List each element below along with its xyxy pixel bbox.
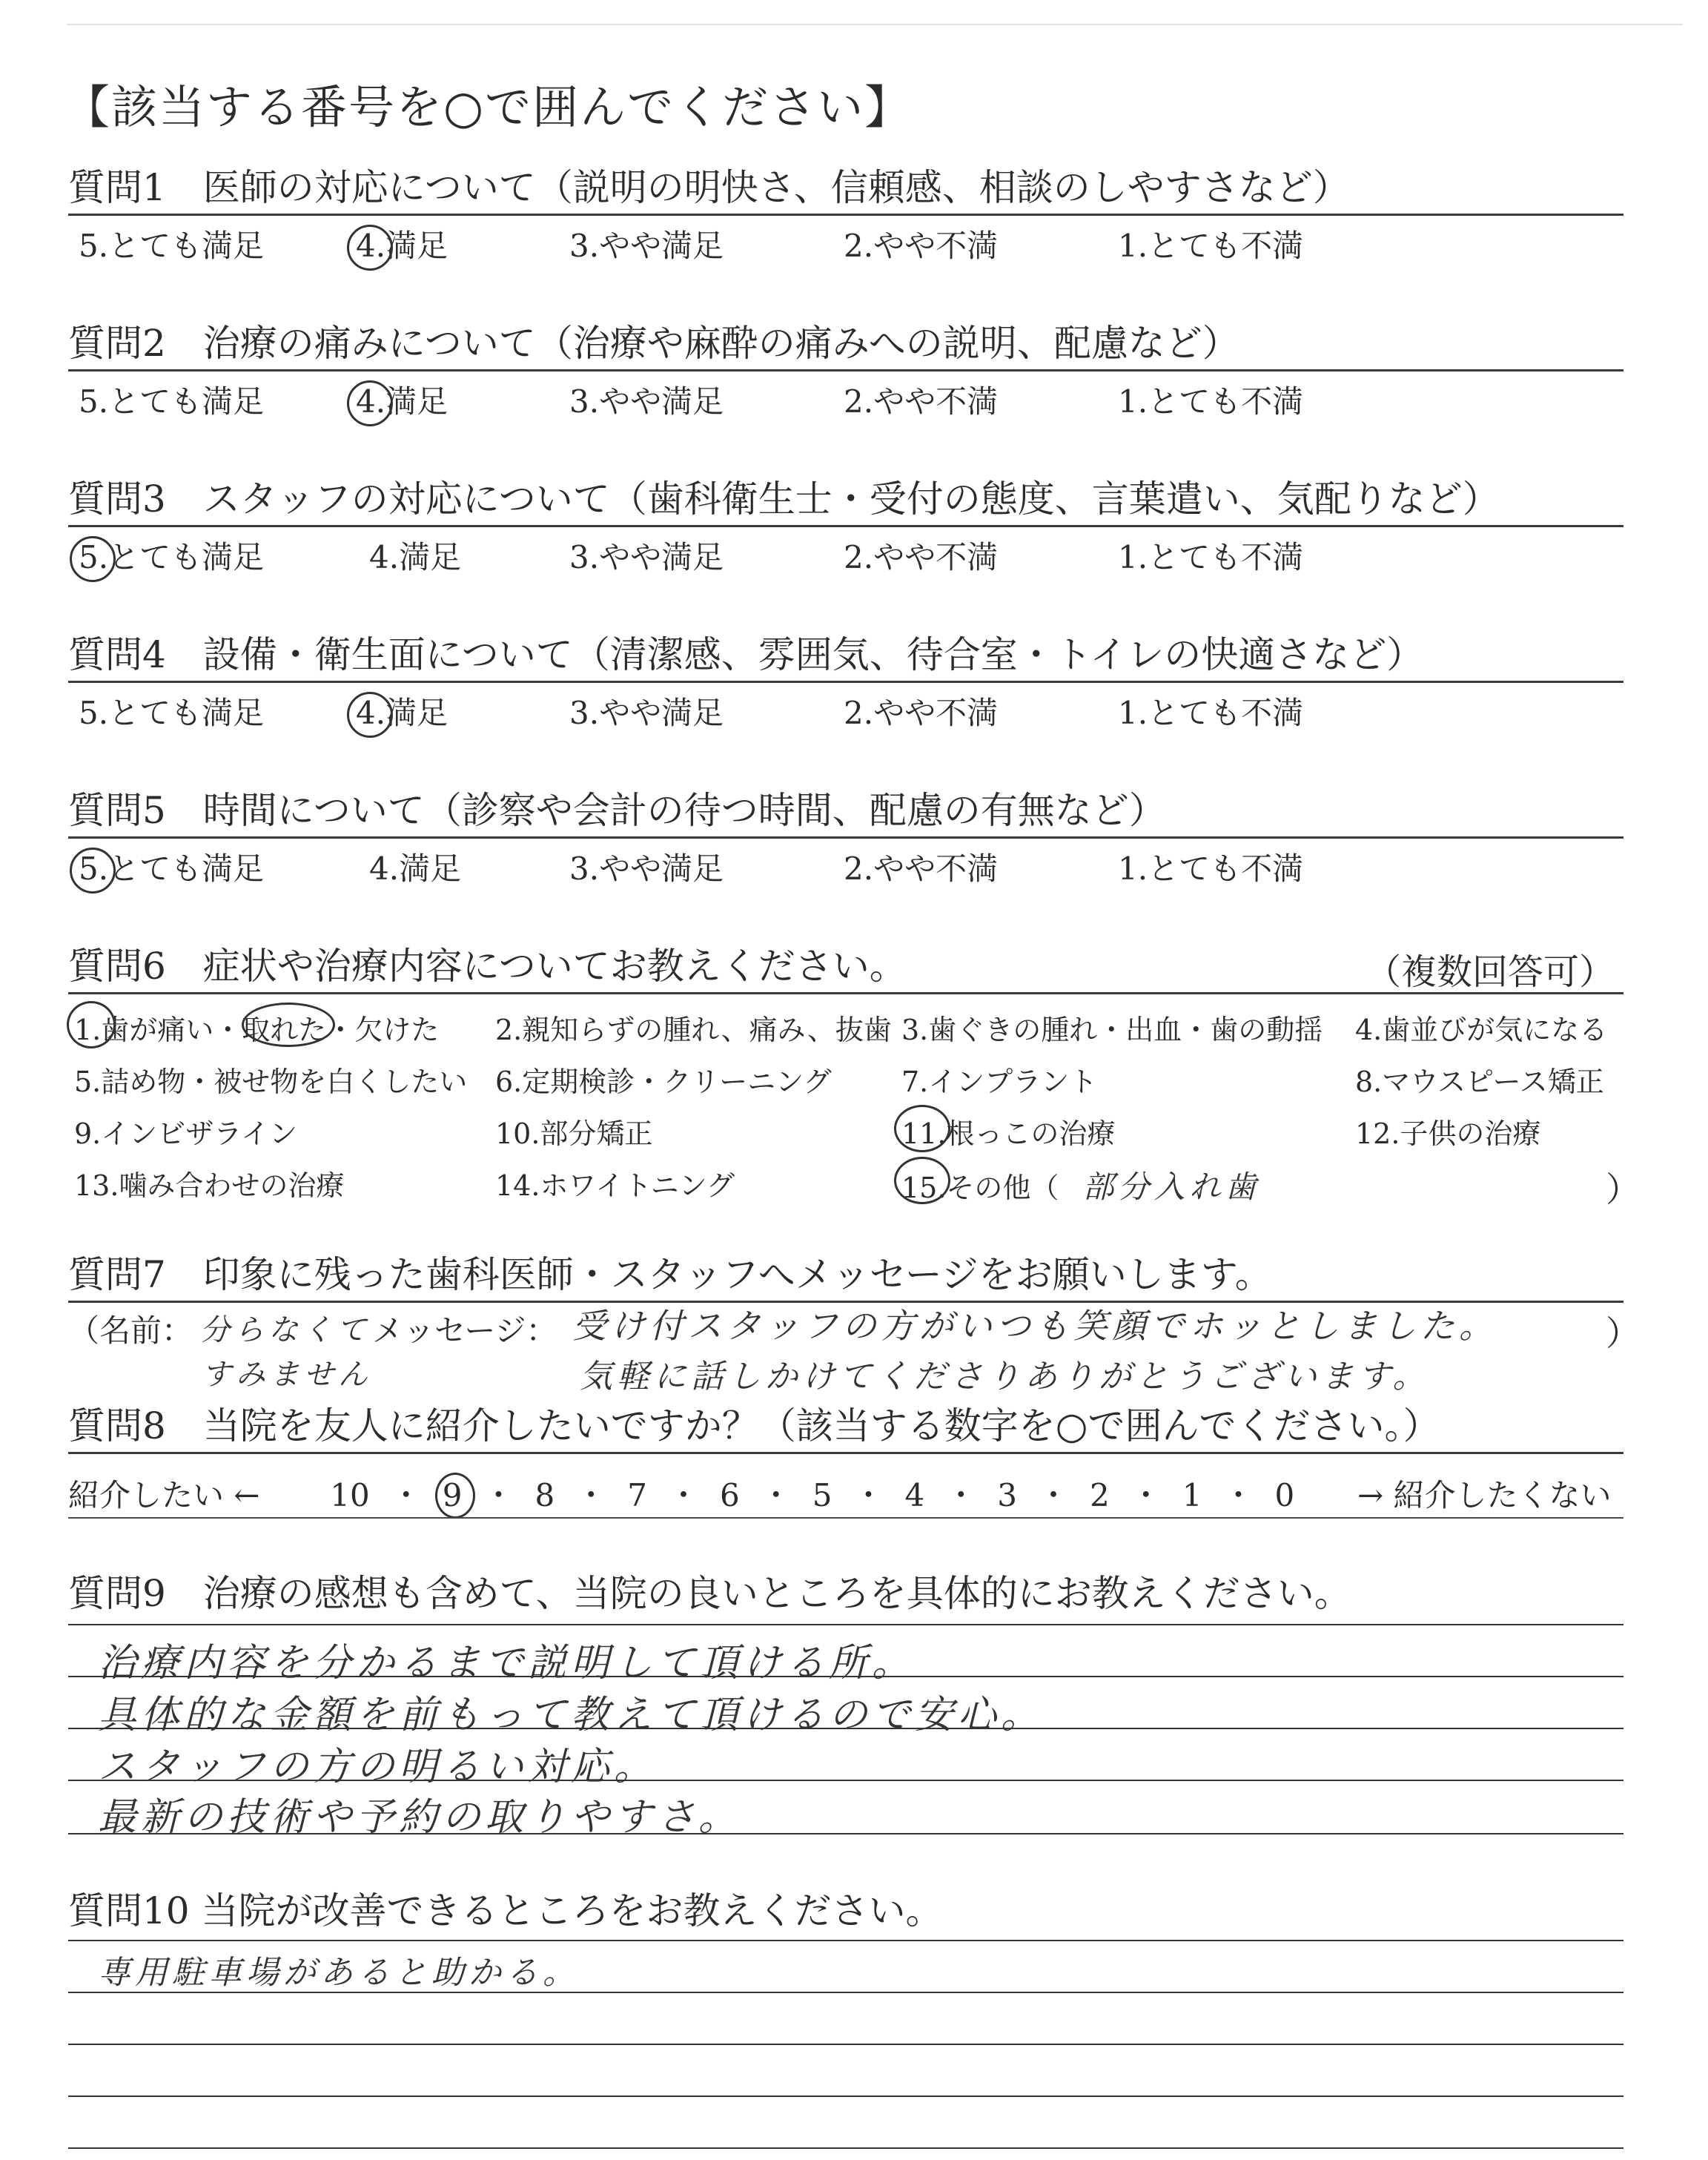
close-paren: ） bbox=[1606, 1169, 1640, 1209]
option-4[interactable]: 4.満足 bbox=[369, 539, 462, 575]
symptom-3[interactable]: 3.歯ぐきの腫れ・出血・歯の動揺 bbox=[901, 1014, 1323, 1046]
top-border bbox=[67, 24, 1683, 25]
scale-number-7[interactable]: 7 bbox=[627, 1477, 647, 1513]
divider bbox=[68, 681, 1623, 683]
option-4[interactable]: 4.満足 bbox=[356, 228, 448, 264]
question-1 bbox=[68, 165, 1625, 266]
scale-separator: ・ bbox=[1037, 1477, 1069, 1513]
selection-circle bbox=[894, 1105, 950, 1152]
option-5[interactable]: 5.とても満足 bbox=[79, 695, 265, 731]
answer-lines bbox=[68, 1940, 1623, 2155]
answer-text[interactable]: 治療内容を分かるまで説明して頂ける所。 bbox=[98, 1641, 916, 1685]
answer-text[interactable]: 専用駐車場があると助かる。 bbox=[98, 1954, 580, 1992]
option-2[interactable]: 2.やや不満 bbox=[844, 228, 999, 264]
answer-text[interactable]: スタッフの方の明るい対応。 bbox=[98, 1745, 658, 1789]
selection-circle bbox=[67, 1001, 116, 1048]
scale-number-2[interactable]: 2 bbox=[1089, 1477, 1110, 1513]
recommend-scale bbox=[68, 1471, 1611, 1516]
scale-separator: ・ bbox=[575, 1477, 607, 1513]
option-5[interactable]: 5.とても満足 bbox=[79, 539, 265, 575]
symptom-label: 1.歯が痛い・取れた・欠けた bbox=[74, 1014, 440, 1046]
name-label: （名前： bbox=[68, 1312, 193, 1349]
scale-separator: ・ bbox=[945, 1477, 977, 1513]
message-line-1[interactable]: 受け付スタッフの方がいつも笑顔でホッとしました。 bbox=[572, 1306, 1497, 1346]
answer-line bbox=[68, 1728, 1623, 1729]
option-1[interactable]: 1.とても不満 bbox=[1118, 851, 1304, 887]
question-title: 質問8 当院を友人に紹介したいですか？（該当する数字を○で囲んでください。） bbox=[68, 1404, 1440, 1447]
answer-line bbox=[68, 1624, 1623, 1625]
question-10 bbox=[68, 1888, 1625, 1934]
selection-circle bbox=[894, 1157, 950, 1204]
divider bbox=[68, 369, 1623, 371]
question-title: 質問7 印象に残った歯科医師・スタッフへメッセージをお願いします。 bbox=[68, 1253, 1272, 1296]
scale-number-5[interactable]: 5 bbox=[812, 1477, 833, 1513]
answer-line bbox=[68, 1992, 1623, 1993]
question-title: 質問9 治療の感想も含めて、当院の良いところを具体的にお教えください。 bbox=[68, 1572, 1351, 1615]
option-5[interactable]: 5.とても満足 bbox=[79, 228, 265, 264]
scale-number-1[interactable]: 1 bbox=[1182, 1477, 1202, 1513]
message-line-2: 気軽に話しかけてくださりありがとうございます。 bbox=[580, 1358, 1430, 1396]
divider bbox=[68, 1517, 1623, 1519]
option-3[interactable]: 3.やや満足 bbox=[569, 383, 724, 420]
scale-separator: ・ bbox=[853, 1477, 884, 1513]
symptom-label: 15.その他（ bbox=[901, 1172, 1059, 1204]
question-title: 質問6 症状や治療内容についてお教えください。 bbox=[68, 945, 907, 988]
scale-separator: ・ bbox=[483, 1477, 514, 1513]
answer-line bbox=[68, 1940, 1623, 1941]
option-2[interactable]: 2.やや不満 bbox=[844, 851, 999, 887]
option-4[interactable]: 4.満足 bbox=[356, 695, 448, 731]
message-area bbox=[68, 1306, 1640, 1396]
symptom-4[interactable]: 4.歯並びが気になる bbox=[1355, 1014, 1608, 1046]
option-1[interactable]: 1.とても不満 bbox=[1118, 383, 1304, 420]
rating-options bbox=[68, 377, 1625, 422]
symptom-2[interactable]: 2.親知らずの腫れ、痛み、抜歯 bbox=[495, 1014, 892, 1046]
divider bbox=[68, 1452, 1623, 1454]
answer-line bbox=[68, 1833, 1623, 1834]
question-2 bbox=[68, 320, 1625, 422]
divider bbox=[68, 525, 1623, 527]
page-title: 【該当する番号を○で囲んでください】 bbox=[64, 80, 913, 134]
scale-separator: ・ bbox=[760, 1477, 792, 1513]
answer-text[interactable]: 具体的な金額を前もって教えて頂けるので安心。 bbox=[98, 1693, 1045, 1737]
option-3[interactable]: 3.やや満足 bbox=[569, 851, 724, 887]
symptom-13[interactable]: 13.噛み合わせの治療 bbox=[74, 1169, 345, 1202]
option-1[interactable]: 1.とても不満 bbox=[1118, 695, 1304, 731]
question-6 bbox=[68, 943, 1625, 994]
option-2[interactable]: 2.やや不満 bbox=[844, 695, 999, 731]
scale-number-6[interactable]: 6 bbox=[719, 1477, 740, 1513]
option-5[interactable]: 5.とても満足 bbox=[79, 851, 265, 887]
scale-number-8[interactable]: 8 bbox=[534, 1477, 555, 1513]
option-3[interactable]: 3.やや満足 bbox=[569, 228, 724, 264]
question-title: 質問5 時間について（診察や会計の待つ時間、配慮の有無など） bbox=[68, 789, 1166, 832]
symptom-options bbox=[68, 1007, 1640, 1215]
question-3 bbox=[68, 476, 1625, 578]
answer-line bbox=[68, 2095, 1623, 2097]
question-8 bbox=[68, 1403, 1625, 1454]
rating-options bbox=[68, 222, 1625, 266]
scale-left-label: 紹介したい ← bbox=[68, 1477, 260, 1513]
scale-separator: ・ bbox=[390, 1477, 422, 1513]
answer-line bbox=[68, 1780, 1623, 1781]
symptom-9[interactable]: 9.インビザライン bbox=[74, 1117, 298, 1150]
symptom-11[interactable] bbox=[901, 1111, 1115, 1152]
scale-number-3[interactable]: 3 bbox=[997, 1477, 1017, 1513]
scale-right-label: → 紹介したくない bbox=[1357, 1477, 1612, 1513]
option-1[interactable]: 1.とても不満 bbox=[1118, 539, 1304, 575]
symptom-12[interactable]: 12.子供の治療 bbox=[1355, 1117, 1541, 1150]
option-4[interactable]: 4.満足 bbox=[356, 383, 448, 420]
option-5[interactable]: 5.とても満足 bbox=[79, 383, 265, 420]
scale-number-0[interactable]: 0 bbox=[1274, 1477, 1295, 1513]
scale-separator: ・ bbox=[667, 1477, 699, 1513]
multiple-answer-note: （複数回答可） bbox=[1366, 951, 1615, 993]
divider bbox=[68, 214, 1623, 216]
selection-circle bbox=[242, 1003, 335, 1047]
divider bbox=[68, 836, 1623, 839]
answer-line bbox=[68, 2044, 1623, 2045]
scale-separator: ・ bbox=[1222, 1477, 1254, 1513]
question-4 bbox=[68, 632, 1625, 733]
question-title: 質問10 当院が改善できるところをお教えください。 bbox=[68, 1889, 943, 1932]
answer-lines bbox=[68, 1624, 1623, 1846]
option-4[interactable]: 4.満足 bbox=[369, 851, 462, 887]
question-9 bbox=[68, 1571, 1625, 1616]
rating-options bbox=[68, 689, 1625, 733]
symptom-6[interactable]: 6.定期検診・クリーニング bbox=[495, 1066, 832, 1098]
answer-line bbox=[68, 2147, 1623, 2149]
scale-numbers bbox=[309, 1471, 1315, 1516]
symptom-5[interactable]: 5.詰め物・被せ物を白くしたい bbox=[74, 1066, 468, 1098]
question-title: 質問4 設備・衛生面について（清潔感、雰囲気、待合室・トイレの快適さなど） bbox=[68, 633, 1424, 676]
symptom-label: 11.根っこの治療 bbox=[901, 1117, 1116, 1150]
symptom-14[interactable]: 14.ホワイトニング bbox=[495, 1169, 735, 1202]
symptom-10[interactable]: 10.部分矯正 bbox=[495, 1117, 653, 1150]
scale-number-10[interactable]: 10 bbox=[330, 1477, 370, 1513]
question-title: 質問3 スタッフの対応について（歯科衛生士・受付の態度、言葉遣い、気配りなど） bbox=[68, 478, 1500, 521]
answer-line bbox=[68, 1676, 1623, 1677]
rating-options bbox=[68, 533, 1625, 578]
answer-text[interactable]: 最新の技術や予約の取りやすさ。 bbox=[98, 1795, 741, 1840]
option-1[interactable]: 1.とても不満 bbox=[1118, 228, 1304, 264]
other-input[interactable]: 部分入れ歯 bbox=[1082, 1169, 1261, 1205]
close-paren: ） bbox=[1606, 1313, 1640, 1353]
option-3[interactable]: 3.やや満足 bbox=[569, 539, 724, 575]
message-label: メッセージ： bbox=[372, 1312, 557, 1349]
question-5 bbox=[68, 787, 1625, 889]
option-3[interactable]: 3.やや満足 bbox=[569, 695, 724, 731]
rating-options bbox=[68, 845, 1625, 889]
question-7 bbox=[68, 1252, 1625, 1303]
scale-number-9[interactable]: 9 bbox=[442, 1477, 463, 1513]
question-title: 質問2 治療の痛みについて（治療や麻酔の痛みへの説明、配慮など） bbox=[68, 322, 1239, 365]
scale-number-4[interactable]: 4 bbox=[904, 1477, 925, 1513]
name-value[interactable]: 分らなくて bbox=[200, 1313, 371, 1347]
option-2[interactable]: 2.やや不満 bbox=[844, 539, 999, 575]
scale-separator: ・ bbox=[1130, 1477, 1162, 1513]
symptom-15[interactable] bbox=[901, 1163, 1261, 1207]
symptom-7[interactable]: 7.インプラント bbox=[901, 1066, 1098, 1098]
option-2[interactable]: 2.やや不満 bbox=[844, 383, 999, 420]
symptom-8[interactable]: 8.マウスピース矯正 bbox=[1355, 1066, 1604, 1098]
name-value-line-2: すみません bbox=[202, 1358, 372, 1392]
question-title: 質問1 医師の対応について（説明の明快さ、信頼感、相談のしやすさなど） bbox=[68, 166, 1350, 209]
symptom-1[interactable] bbox=[74, 1007, 439, 1048]
